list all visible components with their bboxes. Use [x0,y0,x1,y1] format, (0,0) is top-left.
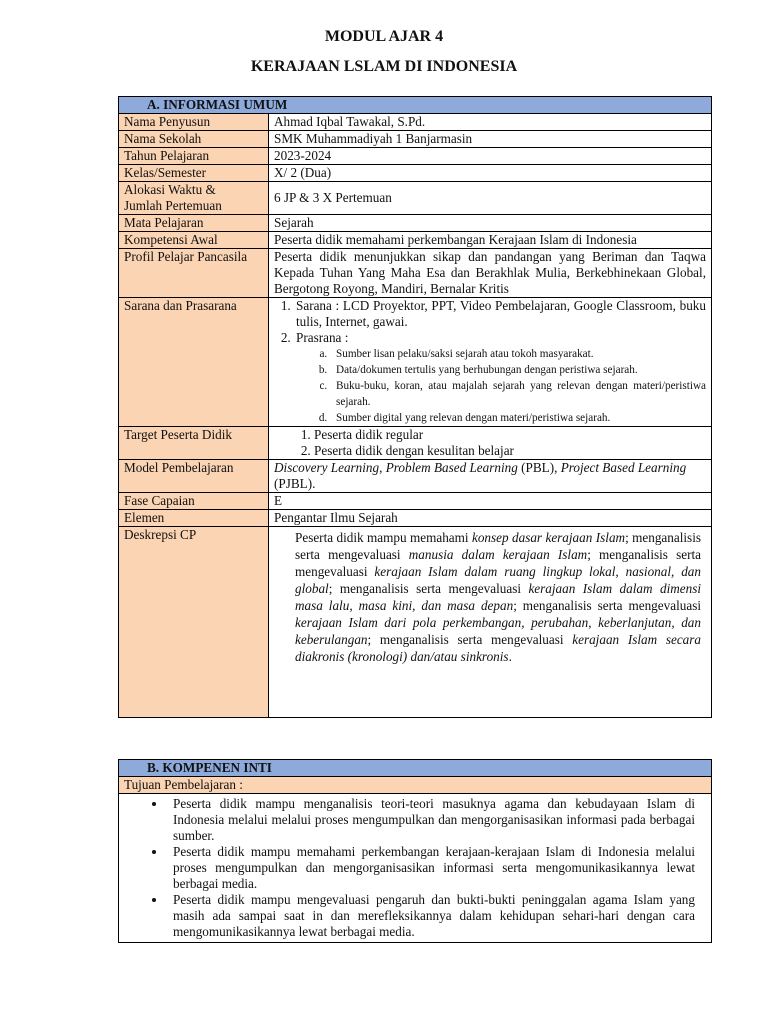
value-profil: Peserta didik menunjukkan sikap dan pandangan yang Beriman dan Taqwa Kepada Tuhan Yang Maha Esa dan Berakhlak Mulia, Berkebhinekaan Global, Bergotong Royong, Mandiri, Bernalar Kritis [269,249,712,298]
cp-text: Peserta didik mampu memahami [295,530,472,545]
value-fase: E [269,493,712,510]
value-model [269,460,712,493]
cp-emphasis: kerajaan Islam dalam dimensi masa lalu, masa kini, dan masa depan [295,581,701,613]
value-deskripsi [269,527,712,718]
label-kompetensi: Kompetensi Awal [119,232,269,249]
section-a-heading: A. INFORMASI UMUM [119,97,712,114]
row-profil [119,249,712,298]
komponen-inti-table [118,759,712,943]
model-discovery: Discovery Learning [274,460,380,475]
row-model [119,460,712,493]
tujuan-heading: Tujuan Pembelajaran : [119,777,712,794]
row-mapel [119,215,712,232]
prasarana-sub-item: d. Sumber digital yang relevan dengan materi/peristiwa sejarah. [330,410,706,426]
label-fase: Fase Capaian [119,493,269,510]
target-item: 2. Peserta didik dengan kesulitan belajar [314,443,706,459]
document-subtitle: KERAJAAN LSLAM DI INDONESIA [250,58,518,75]
cp-emphasis: kerajaan Islam dari pola perkembangan, perubahan, keberlanjutan, dan keberulangan [295,615,701,647]
label-alokasi-line2: Jumlah Pertemuan [124,198,222,213]
tujuan-item: • Peserta didik mampu menganalisis teori-teori masuknya agama dan kebudayaan Islam di Indonesia melalui melalui proses mengumpulkan dan mengorganisasikan informasi pada berbagai sumber. [167,796,695,844]
label-elemen: Elemen [119,510,269,527]
label-tahun: Tahun Pelajaran [119,148,269,165]
cp-text: ; menganalisis serta mengevaluasi [295,530,701,562]
document-title: MODUL AJAR 4 [324,28,444,45]
prasarana-item [294,330,706,426]
cp-text: ; menganalisis serta mengevaluasi [367,632,573,647]
cp-text: ; menganalisis serta mengevaluasi [328,581,529,596]
row-deskripsi [119,527,712,718]
informasi-umum-table [118,96,712,718]
sarana-item: 1. Sarana : LCD Proyektor, PPT, Video Pembelajaran, Google Classroom, buku tulis, Internet, gawai. [294,298,706,330]
value-tahun: 2023-2024 [269,148,712,165]
label-target: Target Peserta Didik [119,427,269,460]
prasarana-sub-item: a. Sumber lisan pelaku/saksi sejarah atau tokoh masyarakat. [330,346,706,362]
label-profil: Profil Pelajar Pancasila [119,249,269,298]
cp-text: ; menganalisis serta mengevaluasi [295,547,701,579]
row-sekolah [119,131,712,148]
prasarana-label: Prasrana : [296,330,349,345]
model-sep-3: (PJBL). [274,476,316,491]
row-kelas [119,165,712,182]
value-sarana [269,298,712,427]
model-sep-1: , [379,460,386,475]
cp-emphasis: kerajaan Islam dalam ruang lingkup lokal, nasional, dan global [295,564,701,596]
label-alokasi-line1: Alokasi Waktu & [124,182,216,197]
tujuan-item: • Peserta didik mampu memahami perkembangan kerajaan-kerajaan Islam di Indonesia melalui proses mengumpulkan dan mengorganisasikan informasi serta mengomunikasikannya lewat berbagai media. [167,844,695,892]
cp-emphasis: kerajaan Islam secara diakronis (kronologi) dan/atau sinkronis [295,632,701,664]
value-alokasi: 6 JP & 3 X Pertemuan [269,182,712,215]
row-elemen [119,510,712,527]
row-tahun [119,148,712,165]
section-b-heading: B. KOMPENEN INTI [119,760,712,777]
label-model: Model Pembelajaran [119,460,269,493]
label-sarana: Sarana dan Prasarana [119,298,269,427]
value-target [269,427,712,460]
value-sekolah: SMK Muhammadiyah 1 Banjarmasin [269,131,712,148]
value-kelas: X/ 2 (Dua) [269,165,712,182]
value-penyusun: Ahmad Iqbal Tawakal, S.Pd. [269,114,712,131]
prasarana-sub-item: c. Buku-buku, koran, atau majalah sejarah yang relevan dengan materi/peristiwa sejarah. [330,378,706,410]
tujuan-list-cell [119,794,712,943]
value-elemen: Pengantar Ilmu Sejarah [269,510,712,527]
cp-text: . [508,649,512,664]
cp-text: ; menganalisis serta mengevaluasi [513,598,701,613]
target-item: 1. Peserta didik regular [314,427,706,443]
row-kompetensi [119,232,712,249]
model-pbl: Problem Based Learning [385,460,518,475]
row-sarana [119,298,712,427]
cp-emphasis: konsep dasar kerajaan Islam [471,530,626,545]
cp-emphasis: manusia dalam kerajaan Islam [408,547,588,562]
value-mapel: Sejarah [269,215,712,232]
value-kompetensi: Peserta didik memahami perkembangan Kerajaan Islam di Indonesia [269,232,712,249]
model-sep-2: (PBL), [517,460,561,475]
label-sekolah: Nama Sekolah [119,131,269,148]
label-deskripsi: Deskrepsi CP [119,527,269,718]
row-target [119,427,712,460]
row-penyusun [119,114,712,131]
prasarana-sub-item: b. Data/dokumen tertulis yang berhubungan dengan peristiwa sejarah. [330,362,706,378]
row-alokasi [119,182,712,215]
model-pjbl: Project Based Learning [560,460,687,475]
label-alokasi [119,182,269,215]
label-kelas: Kelas/Semester [119,165,269,182]
label-penyusun: Nama Penyusun [119,114,269,131]
tujuan-item: • Peserta didik mampu mengevaluasi pengaruh dan bukti-bukti peninggalan agama Islam yang masih ada sampai saat in dan merefleksikannya dalam kehidupan sehari-hari dengan cara mengomunikasikannya lewat berbagai media. [167,892,695,940]
label-mapel: Mata Pelajaran [119,215,269,232]
row-fase [119,493,712,510]
